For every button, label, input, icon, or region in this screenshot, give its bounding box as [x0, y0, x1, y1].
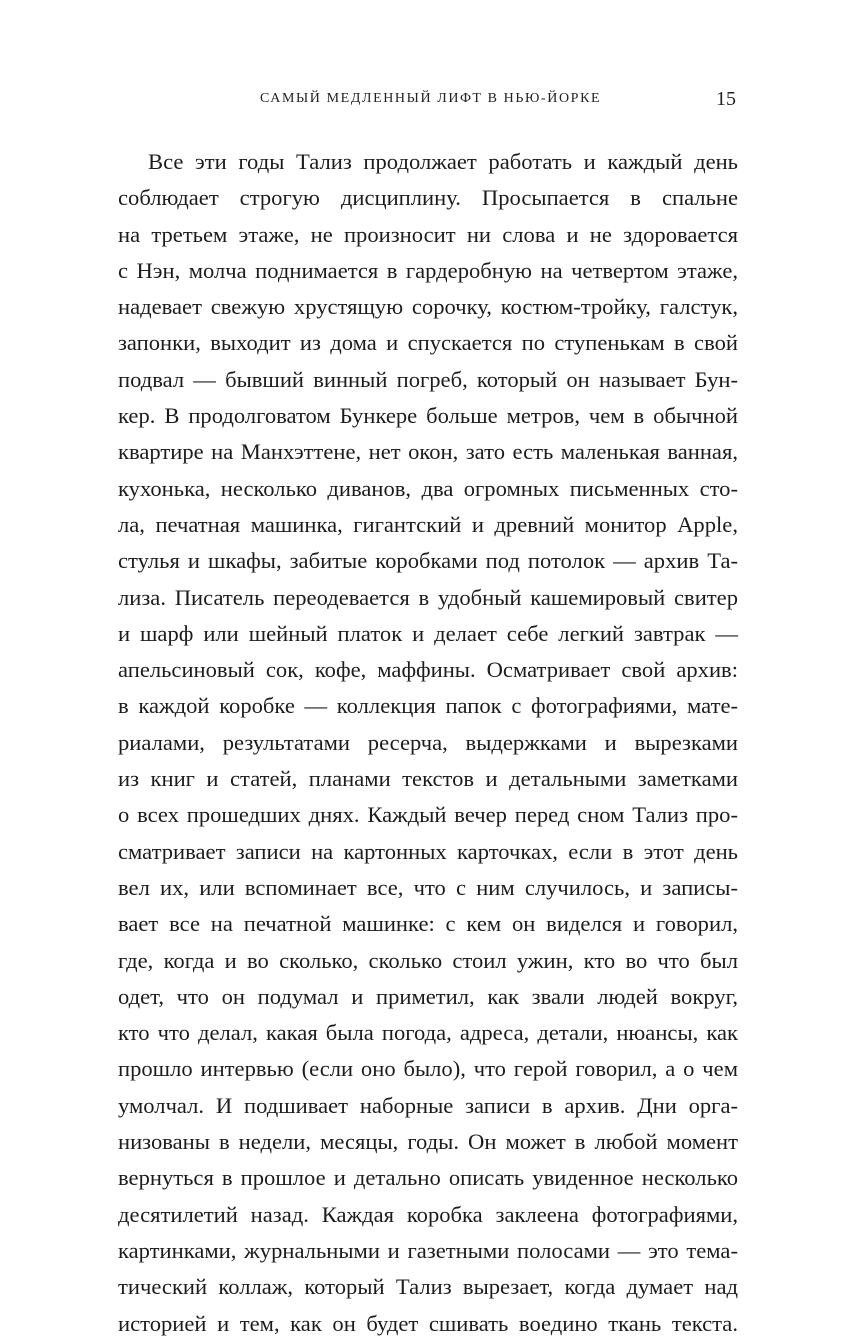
- text-line: кто что делал, какая была погода, адреса, детали, нюансы, как: [118, 1020, 738, 1046]
- text-line: где, когда и во сколько, сколько стоил ужин, кто во что был: [118, 947, 738, 973]
- text-line: квартире на Манхэттене, нет окон, зато есть маленькая ванная,: [118, 439, 738, 465]
- running-header: [120, 86, 736, 112]
- text-line: ла, печатная машинка, гигантский и древний монитор Apple,: [118, 511, 738, 537]
- text-line: прошло интервью (если оно было), что герой говорил, а о чем: [118, 1056, 738, 1082]
- text-line: историей и тем, как он будет сшивать воедино ткань текста.: [118, 1310, 738, 1336]
- text-line: десятилетий назад. Каждая коробка заклеена фотографиями,: [118, 1201, 738, 1227]
- text-line: сматривает записи на картонных карточках, если в этот день: [118, 838, 738, 864]
- text-line: вел их, или вспоминает все, что с ним случилось, и записы-: [118, 874, 738, 900]
- text-line: с Нэн, молча поднимается в гардеробную на четвертом этаже,: [118, 257, 738, 283]
- text-line: риалами, результатами ресерча, выдержками и вырезками: [118, 729, 738, 755]
- text-line: умолчал. И подшивает наборные записи в архив. Дни орга-: [118, 1092, 738, 1118]
- text-line: соблюдает строгую дисциплину. Просыпается в спальне: [118, 185, 738, 211]
- text-line: одет, что он подумал и приметил, как звали людей вокруг,: [118, 983, 738, 1009]
- page-number: 15: [716, 88, 736, 110]
- text-line: кухонька, несколько диванов, два огромных письменных сто-: [118, 475, 738, 501]
- text-line: в каждой коробке — коллекция папок с фотографиями, мате-: [118, 693, 738, 719]
- text-line: картинками, журнальными и газетными полосами — это тема-: [118, 1237, 738, 1263]
- text-line: апельсиновый сок, кофе, маффины. Осматривает свой архив:: [118, 657, 738, 683]
- text-line: запонки, выходит из дома и спускается по ступенькам в свой: [118, 330, 738, 356]
- text-line: вернуться в прошлое и детально описать увиденное несколько: [118, 1165, 738, 1191]
- text-line: на третьем этаже, не произносит ни слова и не здоровается: [118, 221, 738, 247]
- text-line: вает все на печатной машинке: с кем он виделся и говорил,: [118, 911, 738, 937]
- text-line: подвал — бывший винный погреб, который он называет Бун-: [118, 366, 738, 392]
- running-title: САМЫЙ МЕДЛЕННЫЙ ЛИФТ В НЬЮ-ЙОРКЕ: [260, 91, 602, 106]
- text-line: из книг и статей, планами текстов и детальными заметками: [118, 766, 738, 792]
- text-line: лиза. Писатель переодевается в удобный кашемировый свитер: [118, 584, 738, 610]
- text-line: надевает свежую хрустящую сорочку, костюм-тройку, галстук,: [118, 294, 738, 320]
- text-line: о всех прошедших днях. Каждый вечер перед сном Тализ про-: [118, 802, 738, 828]
- text-line: стулья и шкафы, забитые коробками под потолок — архив Та-: [118, 548, 738, 574]
- text-line: Все эти годы Тализ продолжает работать и каждый день: [148, 149, 738, 174]
- body-paragraph: [118, 144, 738, 1342]
- text-line: низованы в недели, месяцы, годы. Он может в любой момент: [118, 1129, 738, 1155]
- text-line: кер. В продолговатом Бункере больше метров, чем в обычной: [118, 403, 738, 429]
- text-line: тический коллаж, который Тализ вырезает, когда думает над: [118, 1274, 738, 1300]
- text-line: и шарф или шейный платок и делает себе легкий завтрак —: [118, 620, 738, 646]
